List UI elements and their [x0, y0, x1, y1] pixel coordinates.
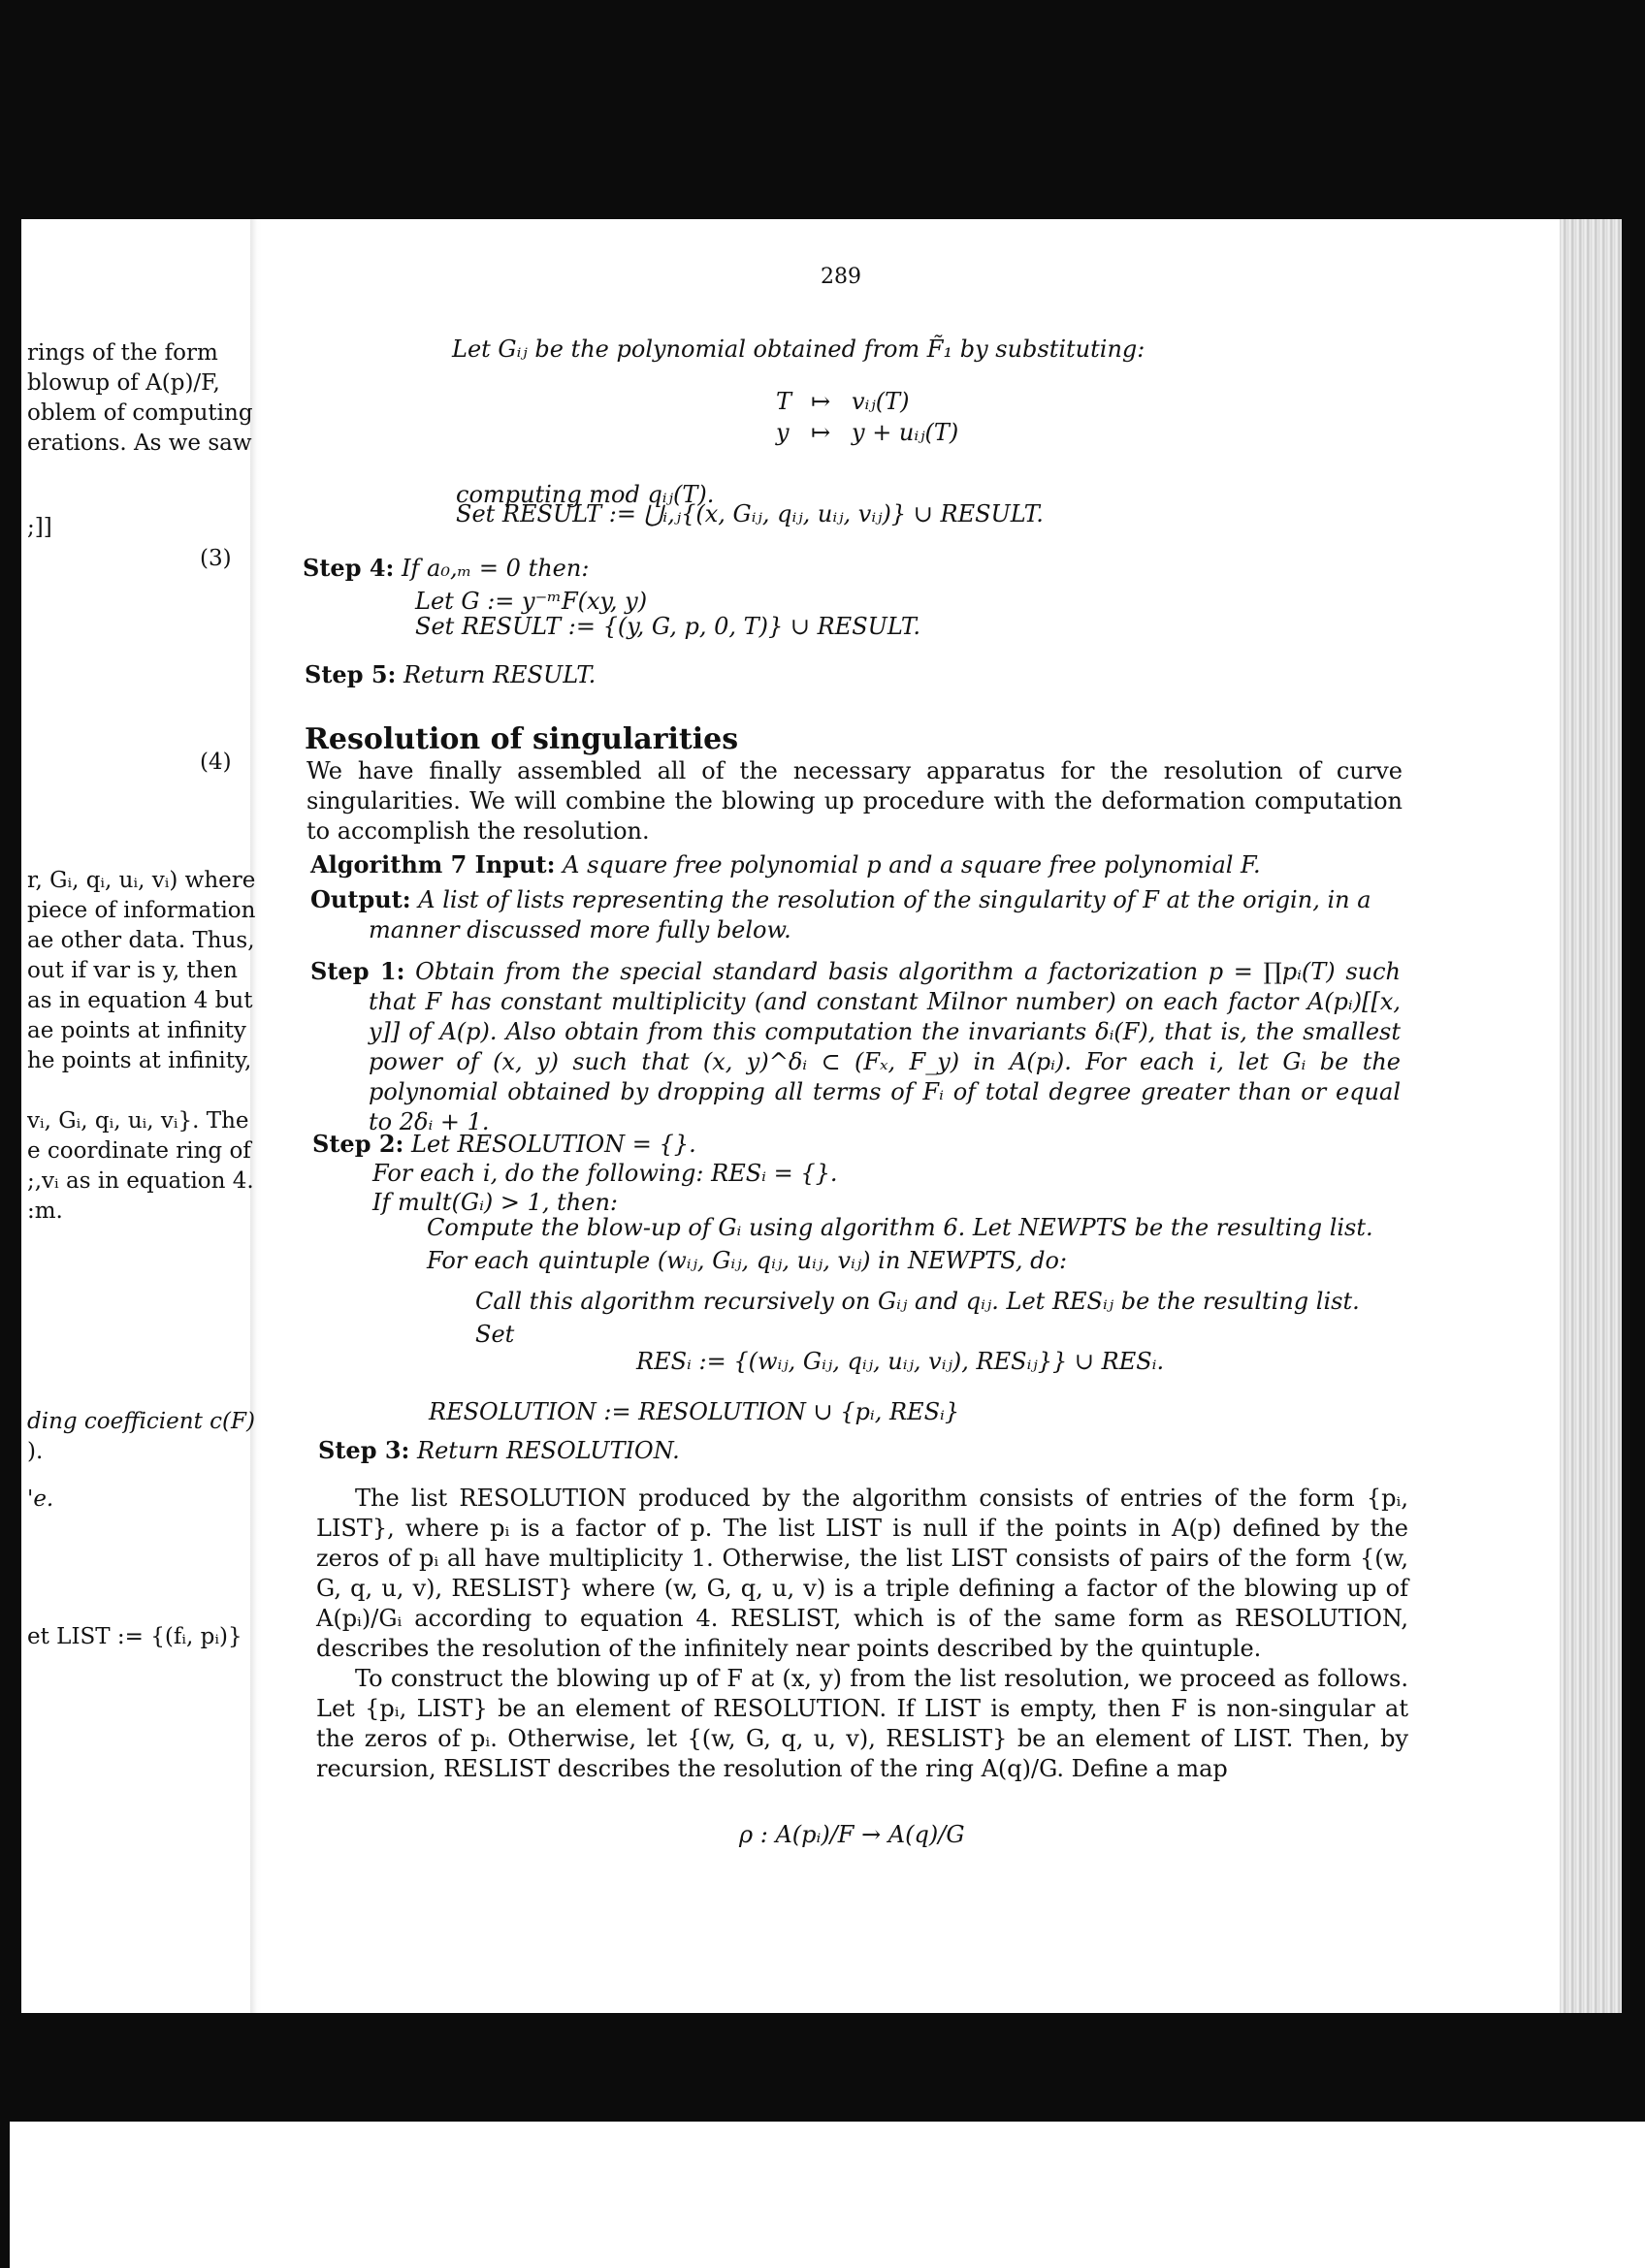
left-line: erations. As we saw [27, 431, 252, 456]
left-line: 'e. [27, 1486, 54, 1512]
equation-number-3: (3) [200, 546, 232, 571]
left-line: ). [27, 1439, 44, 1464]
step-label: Step 5: [305, 660, 397, 688]
set-result-line: Set RESULT := ⋃ᵢ,ⱼ{(x, Gᵢⱼ, qᵢⱼ, uᵢⱼ, vᵢⱼ)} ∪ RESULT. [456, 500, 1044, 527]
left-line: ;,vᵢ as in equation 4. [27, 1168, 254, 1194]
scan-top-shadow [0, 0, 1645, 219]
algorithm-output [310, 884, 1397, 945]
step-label: Step 4: [303, 554, 395, 582]
substitution-rhs: y + uᵢⱼ(T) [852, 419, 959, 446]
call-algorithm-line: Call this algorithm recursively on Gᵢⱼ and qᵢⱼ. Let RESᵢⱼ be the resulting list. [475, 1288, 1360, 1315]
algorithm-label: Algorithm 7 Input: [310, 850, 556, 878]
algorithm-7-input [310, 849, 1261, 880]
left-line: ;]] [27, 515, 52, 540]
step-2 [312, 1129, 696, 1160]
let-g-line: Let G := y⁻ᵐF(xy, y) [415, 588, 648, 615]
maps-to-symbol: ↦ [811, 388, 831, 415]
res-i-equation: RESᵢ := {(wᵢⱼ, Gᵢⱼ, qᵢⱼ, uᵢⱼ, vᵢⱼ), RESᵢⱼ}} ∪ RESᵢ. [636, 1348, 1165, 1375]
left-line: rings of the form [27, 340, 218, 366]
left-line: as in equation 4 but [27, 988, 253, 1013]
step-label: Step 2: [312, 1130, 404, 1158]
equation-number-4: (4) [200, 750, 232, 775]
set-result-line: Set RESULT := {(y, G, p, 0, T)} ∪ RESULT. [415, 613, 920, 640]
substitution-lhs: T [776, 388, 792, 415]
output-text: A list of lists representing the resolution of the singularity of F at the origin, in a manner discussed more fully below. [369, 886, 1371, 943]
left-line: r, Gᵢ, qᵢ, uᵢ, vᵢ) where [27, 868, 256, 893]
left-line: out if var is y, then [27, 958, 238, 983]
step-5 [305, 659, 596, 690]
step-1 [310, 956, 1401, 1137]
step-text: Return RESOLUTION. [417, 1437, 680, 1464]
substitution-rhs: vᵢⱼ(T) [852, 388, 910, 415]
book-gutter [250, 219, 262, 2013]
left-line: e coordinate ring of [27, 1138, 251, 1164]
output-label: Output: [310, 885, 411, 913]
scan-left-shadow [0, 219, 21, 2013]
scan-bottom-shadow [0, 2013, 1645, 2122]
left-line: ae points at infinity [27, 1018, 246, 1043]
step-label: Step 3: [318, 1436, 410, 1464]
step-text: Let RESOLUTION = {}. [411, 1131, 696, 1158]
step-4 [303, 553, 589, 584]
left-line: he points at infinity, [27, 1048, 252, 1073]
paragraph-resolution-list: The list RESOLUTION produced by the algorithm consists of entries of the form {pᵢ, LIST}, where pᵢ is a factor of p. The list LIST is null if the points in A(p) defined by the zeros of pᵢ all have multiplicity 1. Otherwise, the list LIST consists of pairs of the form {(w, G, q, u, v), RESLIST} where (w, G, q, u, v) is a triple defining a factor of the blowing up of A(pᵢ)/Gᵢ according to equation 4. RESLIST, which is of the same form as RESOLUTION, describes the resolution of the infinitely near points described by the quintuple. [316, 1485, 1408, 1662]
left-line: ding coefficient c(F) [27, 1409, 255, 1434]
set-word: Set [475, 1321, 515, 1348]
paragraph-construct-blowup: To construct the blowing up of F at (x, y) from the list resolution, we proceed as follows. Let {pᵢ, LIST} be an element of RESOLUTION. If LIST is empty, then F is non-singular at the zeros of pᵢ. Otherwise, let {(w, G, q, u, v), RESLIST} be an element of LIST. Then, by recursion, RESLIST describes the resolution of the ring A(q)/G. Define a map [316, 1665, 1408, 1782]
scan-corner [0, 2122, 10, 2268]
left-line: :m. [27, 1198, 63, 1224]
if-mult-line: If mult(Gᵢ) > 1, then: [372, 1189, 618, 1216]
left-line: oblem of computing [27, 400, 253, 426]
map-equation: ρ : A(pᵢ)/F → A(q)/G [739, 1821, 965, 1848]
resolution-equation: RESOLUTION := RESOLUTION ∪ {pᵢ, RESᵢ} [429, 1398, 960, 1425]
step-3 [318, 1435, 680, 1466]
step-text: Obtain from the special standard basis algorithm a factorization p = ∏pᵢ(T) such that F has constant multiplicity (and constant Milnor number) on each factor A(pᵢ)[[x, y]] of A(p). Also obtain from this computation the invariants δᵢ(F), that is, the smallest power of (x, y) such that (x, y)^δᵢ ⊂ (Fₓ, F_y) in A(pᵢ). For each i, let Gᵢ be the polynomial obtained by dropping all terms of Fᵢ of total degree greater than or equal to 2δᵢ + 1. [369, 958, 1401, 1135]
for-each-quintuple-line: For each quintuple (wᵢⱼ, Gᵢⱼ, qᵢⱼ, uᵢⱼ, vᵢⱼ) in NEWPTS, do: [427, 1247, 1068, 1274]
maps-to-symbol: ↦ [811, 419, 831, 446]
algorithm-input: A square free polynomial p and a square free polynomial F. [563, 851, 1261, 878]
section-title: Resolution of singularities [305, 722, 739, 756]
for-each-i-line: For each i, do the following: RESᵢ = {}. [372, 1160, 838, 1187]
left-line: ae other data. Thus, [27, 928, 255, 953]
page-number: 289 [821, 265, 861, 289]
step-text: If a₀,ₘ = 0 then: [402, 555, 590, 582]
intro-paragraph: We have finally assembled all of the necessary apparatus for the resolution of curve singularities. We will combine the blowing up procedure with the deformation computation to accomplish the resolution. [306, 757, 1403, 845]
compute-blowup-line: Compute the blow-up of Gᵢ using algorithm 6. Let NEWPTS be the resulting list. [427, 1214, 1373, 1241]
scan-right-shadow [1622, 219, 1645, 2013]
computing-mod-line: computing mod qᵢⱼ(T). [456, 481, 715, 508]
left-line: vᵢ, Gᵢ, qᵢ, uᵢ, vᵢ}. The [27, 1108, 249, 1134]
step-text: Return RESULT. [403, 661, 597, 688]
substitution-lhs: y [776, 419, 790, 446]
let-gij-line: Let Gᵢⱼ be the polynomial obtained from F̃₁ by substituting: [452, 335, 1145, 363]
page-stack-edge [1560, 219, 1622, 2013]
left-line: et LIST := {(fᵢ, pᵢ)} [27, 1624, 242, 1649]
left-line: blowup of A(p)/F, [27, 370, 220, 396]
step-label: Step 1: [310, 957, 405, 985]
left-line: piece of information [27, 898, 256, 923]
